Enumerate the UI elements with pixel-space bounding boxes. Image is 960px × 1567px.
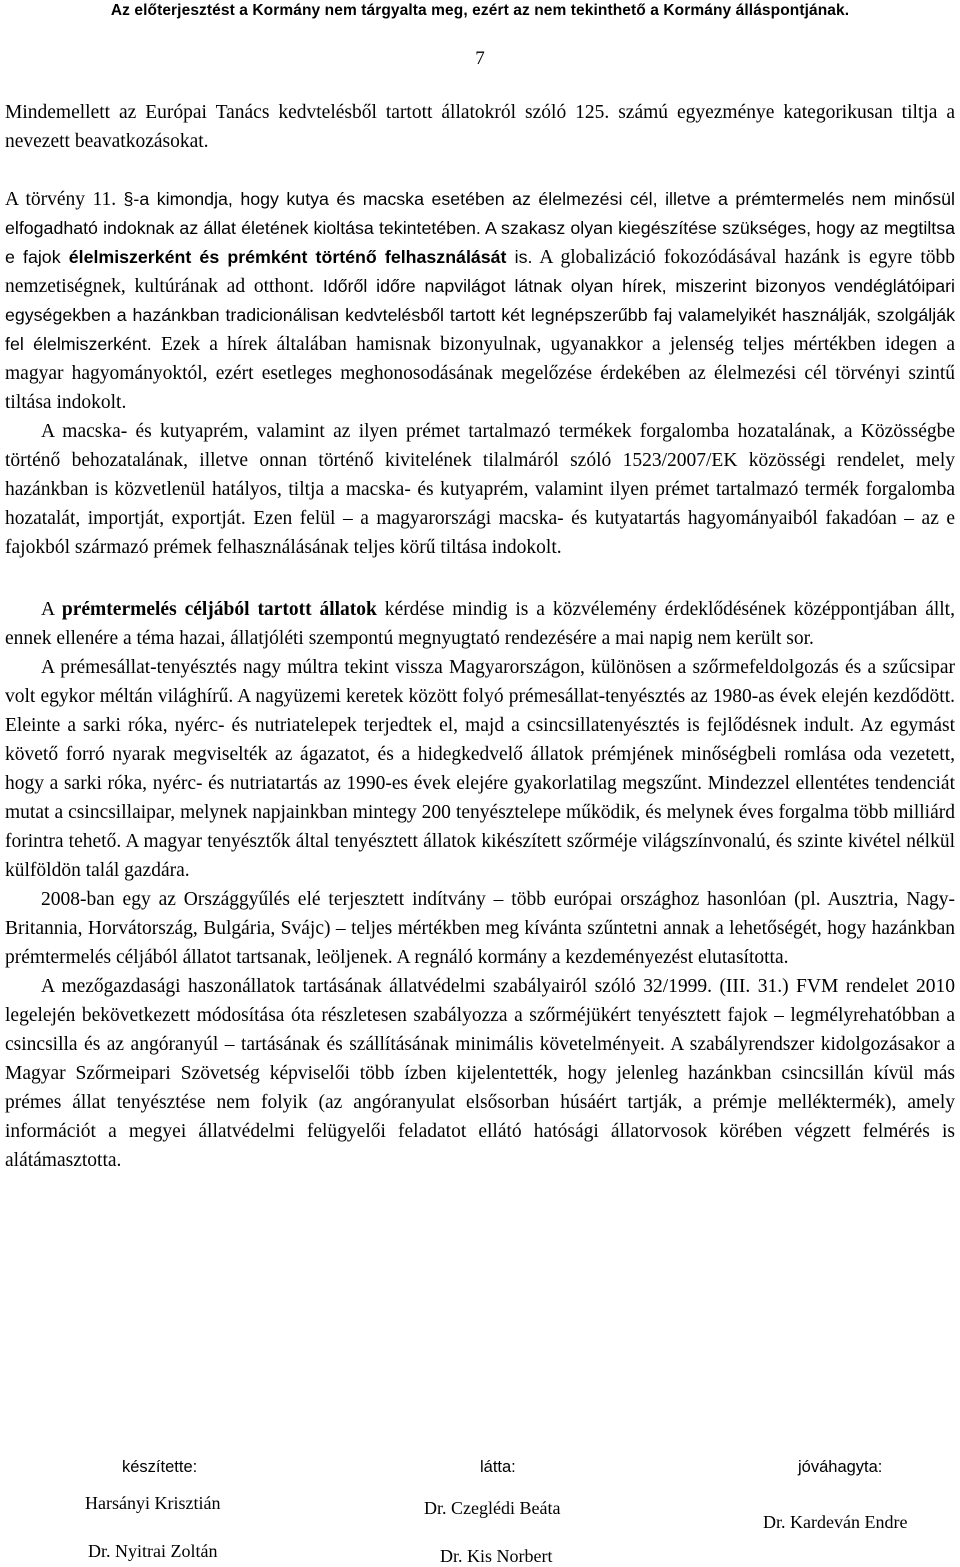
paragraph-law-section-11	[5, 185, 955, 417]
signatory-kis: Dr. Kis Norbert	[440, 1546, 553, 1566]
approved-by-label: jóváhagyta:	[798, 1458, 883, 1476]
paragraph-fur-history: A prémesállat-tenyésztés nagy múltra tekint vissza Magyarországon, különösen a szőrmefeldolgozás és a szűcsipar volt egykor méltán világhírű. A nagyüzemi keretek között folyó prémesállat-tenyésztés az 1980-as évek elején kezdődött. Eleinte a sarki róka, nyérc- és nutriatelepek terjedtek el, majd a csincsillatenyésztés is fejlődésnek indult. Az egymást követő forró nyarak megviselték az ágazatot, és a hidegkedvelő állatok prémjének minőségbeli romlása oda vezetett, hogy a sarki róka, nyérc- és nutriatartás az 1990-es évek elejére gyakorlatilag megszűnt. Mindezzel ellentétes tendenciát mutat a csincsillaipar, melynek napjainkban mintegy 200 tenyésztelepe működik, és melynek éves forgalma több milliárd forintra tehető. A magyar tenyésztők által tenyésztett állatok kikészített szőrméje világszínvonalú, és szinte kivétel nélkül külföldön talál gazdára.	[5, 657, 955, 881]
amendment-text: A szakasz olyan kiegészítése szükséges, hogy az megtiltsa e fajok	[5, 218, 955, 267]
paragraph-fur-farming-start: A	[41, 599, 62, 620]
paragraph-fur-farming-question	[5, 595, 955, 653]
seen-by-label: látta:	[480, 1458, 516, 1476]
law-section-statement: §-a kimondja, hogy kutya és macska esetében az élelmezési cél, illetve a prémtermelés nem minősül elfogadható indoknak az állat életének kioltása tekintetében.	[5, 189, 955, 238]
paragraph-fvm-decree: A mezőgazdasági haszonállatok tartásának állatvédelmi szabályairól szóló 32/1999. (III. 31.) FVM rendelet 2010 legelején bekövetkezett módosítása óta részletesen szabályozza a szőrméjükért tenyésztett fajok – legmélyrehatóbban a csincsilla és az angóranyúl – tartásának és szállításának minimális követelményeit. A szabályrendszer kidolgozásakor a Magyar Szőrmeipari Szövetség képviselői több ízben kijelentették, hogy jelenleg hazánkban csincsillán kívül más prémes állat tenyésztése nem folyik (az angóranyulat elsősorban húsáért tartják, a prémje melléktermék), amely információt a megyei állatvédelmi felügyelői feladatot ellátó hatósági állatorvosok körében végzett felmérés is alátámasztotta.	[5, 976, 955, 1171]
ban-justification-text: Ezek a hírek általában hamisnak bizonyulnak, ugyanakkor a jelenség teljes mértékben idegen a magyar hagyományoktól, ezért esetleges meghonosodásának megelőzése érdekében az élelmezési cél törvényi szintű tiltása indokolt.	[5, 334, 955, 413]
page-number: 7	[475, 48, 485, 69]
document-body	[5, 98, 955, 1175]
signatory-nyitrai: Dr. Nyitrai Zoltán	[88, 1541, 218, 1561]
globalization-text: A globalizáció fokozódásával hazánk is egyre több nemzetiségnek, kultúrának ad otthont.	[5, 247, 955, 297]
signatory-czegledi: Dr. Czeglédi Beáta	[424, 1498, 561, 1518]
prepared-by-label: készítette:	[122, 1458, 198, 1476]
news-reports-text: Időről időre napvilágot látnak olyan hírek, miszerint bizonyos vendéglátóipari egységekben a hazánkban tradicionálisan kedvtelésből tartott két legnépszerűbb faj valamelyikét használják, szolgálják fel élelmiszerként.	[5, 276, 955, 354]
amendment-end-text: is.	[506, 247, 533, 267]
disclaimer-header: Az előterjesztést a Kormány nem tárgyalta meg, ezért az nem tekinthető a Kormány álláspontjának.	[110, 2, 850, 19]
signatory-kardevan: Dr. Kardeván Endre	[763, 1512, 908, 1532]
law-reference-text: A törvény 11.	[5, 189, 124, 210]
paragraph-echr-convention: Mindemellett az Európai Tanács kedvtelésből tartott állatokról szóló 125. számú egyezménye kategorikusan tiltja a nevezett beavatkozásokat.	[5, 102, 955, 152]
amendment-bold-text: élelmiszerként és prémként történő felhasználását	[68, 247, 507, 267]
paragraph-ec-regulation: A macska- és kutyaprém, valamint az ilyen prémet tartalmazó termékek forgalomba hozatalának, a Közösségbe történő behozatalának, illetve onnan történő kivitelének tilalmáról szóló 1523/2007/EK közösségi rendelet, mely hazánkban is közvetlenül hatályos, tiltja a macska- és kutyaprém, valamint ilyen prémet tartalmazó termék forgalomba hozatalát, importját, exportját. Ezen felül – a magyarországi macska- és kutyatartás hagyományaiból fakadóan – az e fajokból származó prémek felhasználásának teljes körű tiltása indokolt.	[5, 421, 955, 558]
signatory-harsanyi: Harsányi Krisztián	[85, 1493, 221, 1513]
paragraph-2008-motion: 2008-ban egy az Országgyűlés elé terjesztett indítvány – több európai országhoz hasonlóan (pl. Ausztria, Nagy-Britannia, Horvátország, Bulgária, Svájc) – teljes mértékben meg kívánta szűntetni annak a lehetőségét, hogy hazánkban prémtermelés céljából állatot tartsanak, leöljenek. A regnáló kormány a kezdeményezést elutasította.	[5, 889, 955, 968]
fur-farming-bold-text: prémtermelés céljából tartott állatok	[61, 599, 377, 620]
paragraph-fur-farming-rest: kérdése mindig is a közvélemény érdeklődésének középpontjában állt, ennek ellenére a téma hazai, állatjóléti szempontú megnyugtató rendezésére a mai napig nem került sor.	[5, 599, 955, 649]
